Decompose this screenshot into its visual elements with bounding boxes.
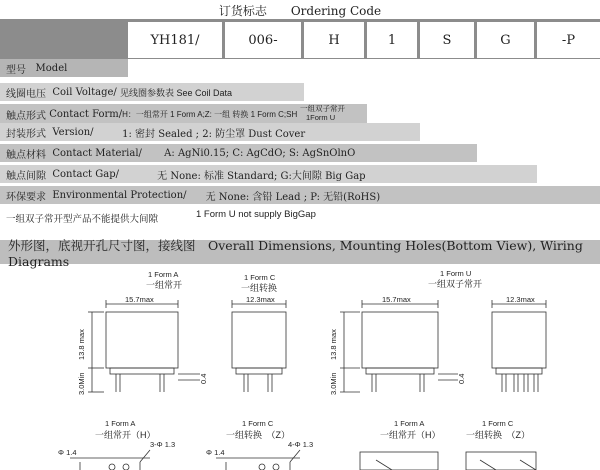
label-bottom-form-c2-cn: 一组转换 （Z） (466, 430, 530, 440)
ordering-code-title: 订货标志 Ordering Code (218, 4, 382, 18)
row-contact-gap (0, 165, 537, 183)
row-label-cn: 环保要求 (6, 191, 46, 203)
row-desc: H：一组常开 1 Form A;Z: 一组 转换 1 Form C;SH (122, 109, 298, 119)
code-version: 1 (367, 22, 417, 58)
dim-width-a: 15.7max (125, 295, 154, 304)
note-cn: 一组双子常开型产品不能提供大间隙 (6, 214, 159, 225)
relay-u-side (492, 300, 546, 392)
dim-hole-c: Φ 1.4 (206, 448, 225, 457)
label-form-u-cn: 一组双子常开 (428, 279, 483, 289)
row-desc: A: AgNi0.15; C: AgCdO; S: AgSnOlnO (164, 147, 356, 159)
row-label-cn: 触点材料 (6, 149, 46, 161)
relay-u-front (340, 300, 458, 392)
dim-width-u-side: 12.3max (506, 295, 535, 304)
row-label-cn: 封装形式 (6, 128, 46, 140)
dim-width-u: 15.7max (382, 295, 411, 304)
contact-form-extra-cn: 一组双子常开 (300, 104, 345, 113)
row-contact-material (0, 144, 477, 162)
row-label-cn: 触点间隙 (6, 170, 46, 182)
label-form-c: 1 Form C (244, 273, 276, 282)
row-label-cn: 触点形式 (6, 110, 46, 122)
code-material: S (420, 22, 474, 58)
dim-holes-a: 3-Φ 1.3 (150, 440, 176, 449)
row-version (0, 123, 420, 141)
label-bottom-form-c: 1 Form C (242, 419, 274, 428)
row-desc: 无 None: 标准 Standard; G:大间隙 Big Gap (157, 170, 366, 182)
code-voltage: 006- (225, 22, 301, 58)
row-label-en: Contact Material/ (52, 147, 142, 159)
relay-c-side (232, 300, 286, 392)
mounting-holes (70, 450, 536, 470)
label-form-a-cn: 一组常开 (146, 280, 183, 290)
label-form-a: 1 Form A (148, 270, 179, 279)
label-form-u: 1 Form U (440, 269, 472, 278)
row-label-en: Contact Form/ (49, 108, 123, 120)
relay-a-front (88, 300, 200, 392)
label-bottom-form-a-cn: 一组常开（H） (95, 430, 156, 440)
dimension-drawings (0, 264, 600, 470)
label-bottom-form-a2-cn: 一组常开（H） (380, 430, 441, 440)
section-header: 外形图，底视开孔尺寸图，接线图 Overall Dimensions, Mounting Holes(Bottom View), Wiring Diagrams (0, 240, 600, 264)
row-label-en: Environmental Protection/ (52, 189, 187, 201)
dim-pin-a: 3.0Min (77, 372, 86, 395)
dim-width-c: 12.3max (246, 295, 275, 304)
dim-hole-a: Φ 1.4 (58, 448, 77, 457)
row-desc: 1: 密封 Sealed ; 2: 防尘罩 Dust Cover (122, 128, 306, 140)
dim-height-u: 13.8 max (329, 329, 338, 360)
label-bottom-form-a2: 1 Form A (394, 419, 425, 428)
row-label-cn: 型号 (6, 64, 26, 76)
label-bottom-form-c2: 1 Form C (482, 419, 514, 428)
row-label-en: Coil Voltage/ (52, 86, 117, 98)
note-en: 1 Form U not supply BigGap (196, 209, 316, 220)
dim-height-a: 13.8 max (77, 329, 86, 360)
code-gap: G (477, 22, 534, 58)
dim-pin-u: 3.0Min (329, 372, 338, 395)
row-desc: 无 None: 含铅 Lead ; P: 无铅(RoHS) (205, 191, 381, 203)
label-form-c-cn: 一组转换 (241, 283, 278, 293)
code-rohs: -P (537, 22, 600, 58)
code-model: YH181/ (128, 22, 222, 58)
row-model (0, 59, 128, 77)
code-contact-form: H (304, 22, 364, 58)
dim-thick-a: 0.4 (199, 373, 208, 384)
label-bottom-form-c-cn: 一组转换 （Z） (226, 430, 290, 440)
row-environmental (0, 186, 600, 204)
dim-holes-c: 4-Φ 1.3 (288, 440, 314, 449)
dim-thick-u: 0.4 (457, 373, 466, 384)
row-label-en: Contact Gap/ (52, 168, 119, 180)
row-coil-voltage (0, 83, 304, 101)
row-label-cn: 线圈电压 (6, 88, 46, 100)
row-label-en: Model (35, 62, 68, 74)
label-bottom-form-a: 1 Form A (105, 419, 136, 428)
contact-form-extra-en: 1Form U (306, 113, 336, 122)
row-desc: 见线圈参数表 See Coil Data (120, 87, 233, 98)
row-label-en: Version/ (52, 126, 94, 138)
